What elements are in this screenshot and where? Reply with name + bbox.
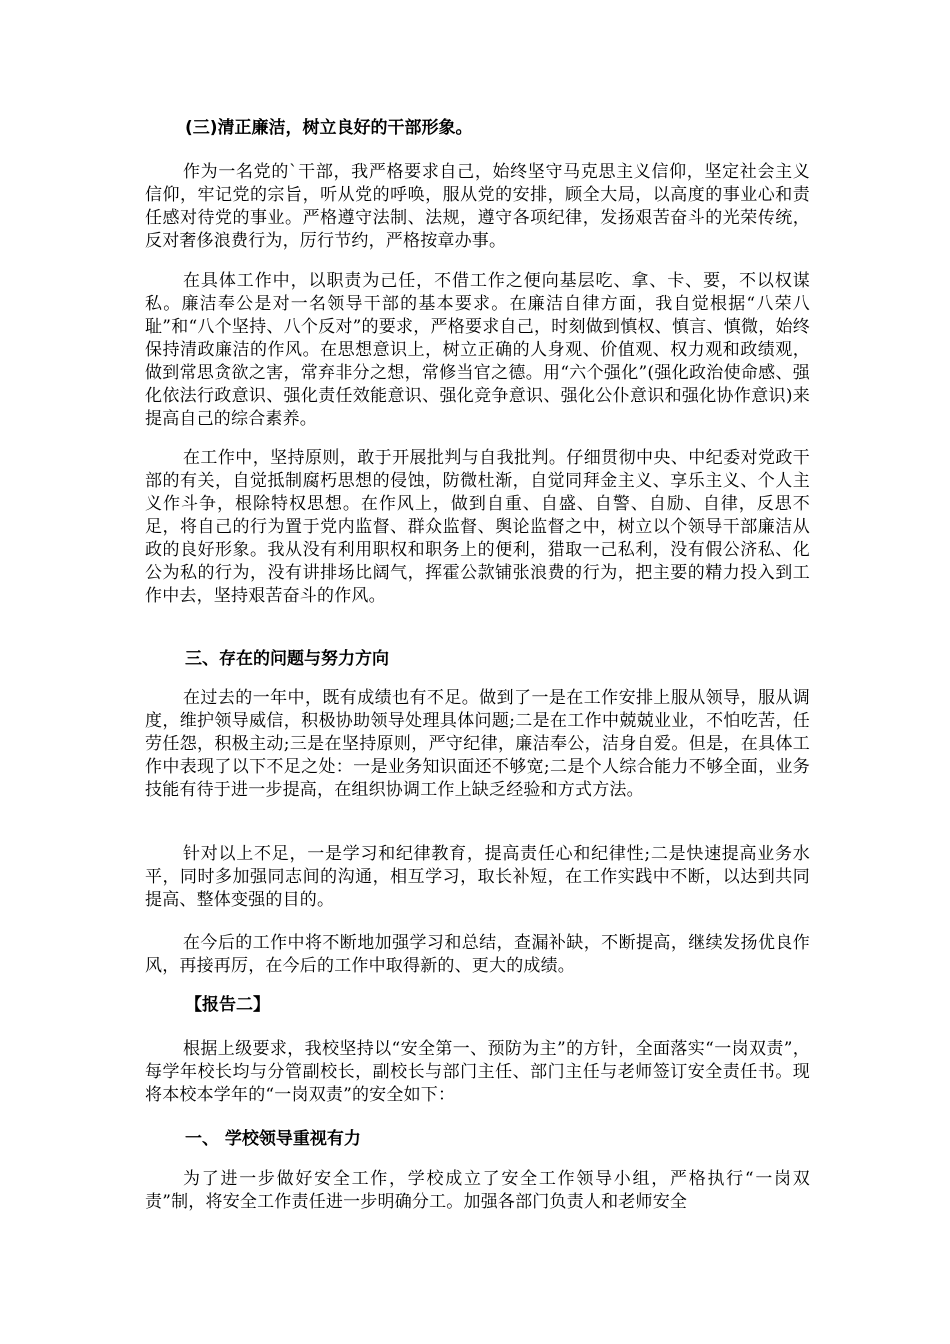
report-heading: 【报告二】 (185, 995, 270, 1015)
paragraph: 在过去的一年中，既有成绩也有不足。做到了一是在工作安排上服从领导，服从调度，维护领导威信，积极协助领导处理具体问题;二是在工作中兢兢业业，不怕吃苦，任劳任怨，积极主动;三是在坚持原则，严守纪律，廉洁奉公，洁身自爱。但是，在具体工作中表现了以下不足之处：一是业务知识面还不够宽;二是个人综合能力不够全面，业务技能有待于进一步提高，在组织协调工作上缺乏经验和方式方法。 (145, 688, 810, 800)
paragraph: 在今后的工作中将不断地加强学习和总结，查漏补缺，不断提高，继续发扬优良作风，再接再厉，在今后的工作中取得新的、更大的成绩。 (145, 933, 810, 976)
paragraph: 在工作中，坚持原则，敢于开展批判与自我批判。仔细贯彻中央、中纪委对党政干部的有关，自觉抵制腐朽思想的侵蚀，防微杜渐，自觉同拜金主义、享乐主义、个人主义作斗争，根除特权思想。在作风上，做到自重、自盛、自警、自励、自律，反思不足，将自己的行为置于党内监督、群众监督、舆论监督之中，树立以个领导干部廉洁从政的良好形象。我从没有利用职权和职务上的便利，猎取一己私利，没有假公济私、化公为私的行为，没有讲排场比阔气，挥霍公款铺张浪费的行为，把主要的精力投入到工作中去，坚持艰苦奋斗的作风。 (145, 448, 810, 606)
paragraph: 在具体工作中，以职责为己任，不借工作之便向基层吃、拿、卡、要，不以权谋私。廉洁奉公是对一名领导干部的基本要求。在廉洁自律方面，我自觉根据“八荣八耻”和“八个坚持、八个反对”的要求，严格要求自己，时刻做到慎权、慎言、慎微，始终保持清政廉洁的作风。在思想意识上，树立正确的人身观、价值观、权力观和政绩观，做到常思贪欲之害，常弃非分之想，常修当官之德。用“六个强化”(强化政治使命感、强化依法行政意识、强化责任效能意识、强化竞争意识、强化公仆意识和强化协作意识)来提高自己的综合素养。 (145, 271, 810, 429)
section-heading: 一、 学校领导重视有力 (185, 1129, 361, 1149)
paragraph: 作为一名党的`干部，我严格要求自己，始终坚守马克思主义信仰，坚定社会主义信仰，牢记党的宗旨，听从党的呼唤，服从党的安排，顾全大局，以高度的事业心和责任感对待党的事业。严格遵守法制、法规，遵守各项纪律，发扬艰苦奋斗的光荣传统，反对奢侈浪费行为，厉行节约，严格按章办事。 (145, 162, 810, 251)
section-heading: 三、存在的问题与努力方向 (185, 649, 389, 669)
paragraph: 根据上级要求，我校坚持以“安全第一、预防为主”的方针，全面落实“一岗双责”，每学年校长均与分管副校长，副校长与部门主任、部门主任与老师签订安全责任书。现将本校本学年的“一岗双责”的安全如下： (145, 1039, 810, 1105)
paragraph: 针对以上不足，一是学习和纪律教育，提高责任心和纪律性;二是快速提高业务水平，同时多加强同志间的沟通，相互学习，取长补短，在工作实践中不断，以达到共同提高、整体变强的目的。 (145, 844, 810, 910)
section-heading: (三)清正廉洁，树立良好的干部形象。 (185, 118, 473, 138)
paragraph: 为了进一步做好安全工作，学校成立了安全工作领导小组，严格执行“一岗双责”制，将安全工作责任进一步明确分工。加强各部门负责人和老师安全 (145, 1169, 810, 1212)
